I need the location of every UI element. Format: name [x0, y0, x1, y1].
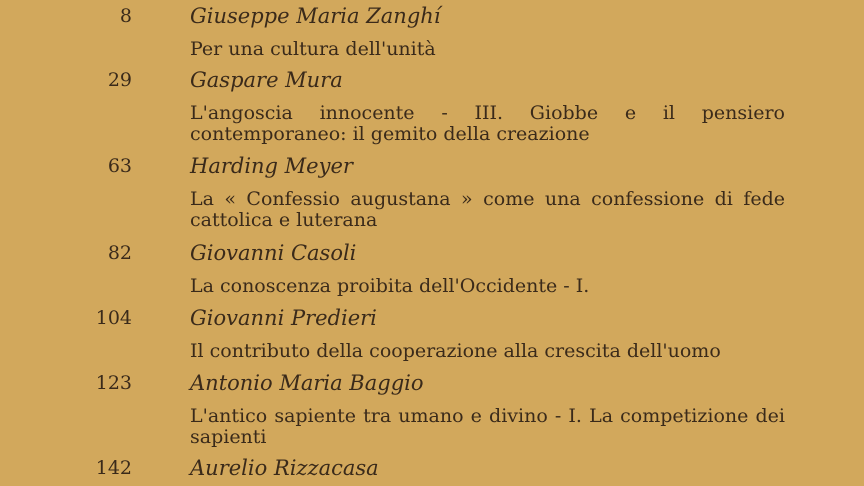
author-name: Gaspare Mura: [190, 68, 343, 92]
author-name: Giuseppe Maria Zanghí: [190, 4, 441, 28]
page-number: 29: [107, 69, 132, 91]
page-number: 8: [119, 5, 132, 27]
article-title: L'angoscia innocente - III. Giobbe e il pensiero contemporaneo: il gemito della creazione: [190, 102, 785, 145]
author-name: Harding Meyer: [190, 154, 353, 178]
page-number: 142: [95, 457, 132, 479]
page-number: 82: [107, 242, 132, 264]
article-title: Il contributo della cooperazione alla crescita dell'uomo: [190, 340, 721, 362]
page-number: 123: [95, 372, 132, 394]
page-number: 63: [107, 155, 132, 177]
author-name: Giovanni Predieri: [190, 306, 377, 330]
author-name: Antonio Maria Baggio: [190, 371, 424, 395]
page-number: 104: [95, 307, 132, 329]
article-title: La conoscenza proibita dell'Occidente - I.: [190, 275, 590, 297]
author-name: Aurelio Rizzacasa: [190, 456, 379, 480]
article-title: Per una cultura dell'unità: [190, 38, 436, 60]
author-name: Giovanni Casoli: [190, 241, 357, 265]
article-title: La « Confessio augustana » come una confessione di fede cattolica e luterana: [190, 188, 785, 231]
article-title: L'antico sapiente tra umano e divino - I. La competizione dei sapienti: [190, 405, 785, 448]
